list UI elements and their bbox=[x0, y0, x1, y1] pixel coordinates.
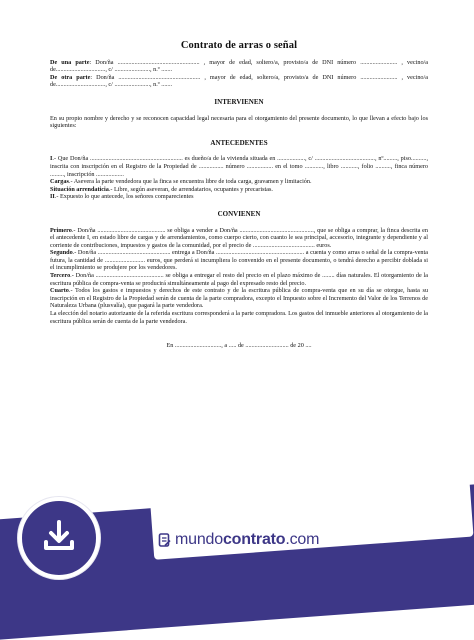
brand-part1: mundo bbox=[175, 531, 223, 548]
party-two bbox=[50, 74, 428, 89]
intervienen-text: En su propio nombre y derecho y se reconocen capacidad legal necesaria para el otorgamiento del presente documento, lo que llevan a efecto bajo los siguientes: bbox=[50, 114, 428, 130]
clause-eleccion: La elección del notario autorizante de la referida escritura corresponderá a la parte compradora. Los gastos del inmueble anteriores al otorgamiento de la escritura pública serán de cuenta de la parte vendedora. bbox=[50, 310, 428, 325]
cuarto-label: Cuarto bbox=[50, 287, 69, 295]
document-body bbox=[50, 42, 428, 350]
section-convienen: CONVIENEN bbox=[217, 209, 261, 218]
clause-primero bbox=[50, 227, 428, 250]
antecedente-ii-label: II bbox=[50, 193, 55, 201]
primero-text: .- Don/ña ............................................ se obliga a vender a Don/ña ................................................, que se obliga a comprar, la finca descrita en el antecedente I, en estado libre de cargas y de arrendamientos, como cuerpo cierto, con cuanto le sea principal, accesorio, integrante y dependiente y al corriente de contribuciones, impuestos y gastos de la comunidad, por el precio de ........................................ euros. bbox=[50, 226, 428, 249]
antecedente-ii bbox=[50, 193, 428, 201]
brand-part3: .com bbox=[285, 531, 320, 548]
antecedente-i-label: I bbox=[50, 155, 53, 163]
clause-cuarto bbox=[50, 287, 428, 310]
document-title: Contrato de arras o señal bbox=[180, 40, 298, 51]
cargas-label: Cargas bbox=[50, 178, 69, 186]
situacion-arrendaticia bbox=[50, 186, 428, 194]
tercero-text: .- Don/ña ............................................ se obliga a entregar el resto del precio en el plazo máximo de ........ días naturales. El otorgamiento de la escritura pública de compra-venta se producirá simultáneamente al pago del expresado resto del precio. bbox=[50, 272, 428, 287]
antecedente-i bbox=[50, 155, 428, 178]
primero-label: Primero bbox=[50, 226, 72, 234]
section-intervienen: INTERVIENEN bbox=[214, 97, 264, 106]
party-one-label: De una parte bbox=[50, 58, 90, 66]
tercero-label: Tercero bbox=[50, 272, 71, 280]
document-logo-icon bbox=[158, 533, 171, 547]
segundo-text: .- Don/ña ............................................... entrega a Don/ña ......................................................... a cuenta y como arras o señal de la compra-venta futura, la cantidad de .......................... euros, que perderá si incumpliera lo convenido en el presente documento, o tendrá derecho a percibir doblada si el incumplimiento se produjere por los vendedores. bbox=[50, 249, 428, 272]
party-two-label: De otra parte bbox=[50, 73, 91, 81]
segundo-label: Segundo bbox=[50, 249, 73, 257]
cargas bbox=[50, 178, 428, 186]
download-button[interactable] bbox=[18, 497, 100, 579]
signature-line: En .............................., a ..... de ............................ de 20 .... bbox=[166, 342, 312, 350]
brand-logo[interactable] bbox=[158, 531, 319, 549]
cuarto-text: .- Todos los gastos e impuestos y derechos de este contrato y de la escritura pública de compra-venta que en su día se otorgue, hasta su inscripción en el Registro de la Propiedad serán de cuenta de la parte compradora, excepto el Impuesto sobre el Incremento del Valor de los Terrenos de Naturaleza Urbana (plusvalía), que pagará la parte vendedora. bbox=[50, 287, 428, 310]
party-one bbox=[50, 59, 428, 74]
situacion-text: .- Libre, según aseveran, de arrendatarios, ocupantes y precaristas. bbox=[108, 185, 273, 193]
antecedente-ii-text: .- Expuesto lo que antecede, los señores comparecientes bbox=[54, 193, 194, 201]
section-antecedentes: ANTECEDENTES bbox=[210, 138, 268, 147]
download-icon bbox=[39, 516, 79, 561]
brand-part2: contrato bbox=[222, 531, 286, 548]
situacion-label: Situación arrendaticia bbox=[50, 185, 109, 193]
brand-text bbox=[175, 531, 319, 549]
clause-segundo bbox=[50, 249, 428, 272]
party-two-text: : Don/ña ..................................................... , mayor de edad, soltero/a, provisto/a de DNI número ........................ , vecino/a de................................, c/ ......................., n.º ....... bbox=[50, 73, 428, 89]
party-one-text: : Don/ña ..................................................... , mayor de edad, soltero/a, provisto/a de DNI número ........................ , vecino/a de................................, c/ ......................., n.º ....... bbox=[50, 58, 429, 74]
cargas-text: .- Asevera la parte vendedora que la finca se encuentra libre de toda carga, gravamen y limitación. bbox=[68, 178, 312, 186]
antecedente-i-text: .- Que Don/ña ............................................................ es dueño/a de la vivienda situada en .................., c/ ......................................., nº........., piso.........., inscrita con inscripción en el Registro de la Propiedad de ................ número ................. en el tomo ............, libro ..........., folio .........., finca número ........., inscripción .................. bbox=[50, 155, 428, 178]
clause-tercero bbox=[50, 272, 428, 287]
